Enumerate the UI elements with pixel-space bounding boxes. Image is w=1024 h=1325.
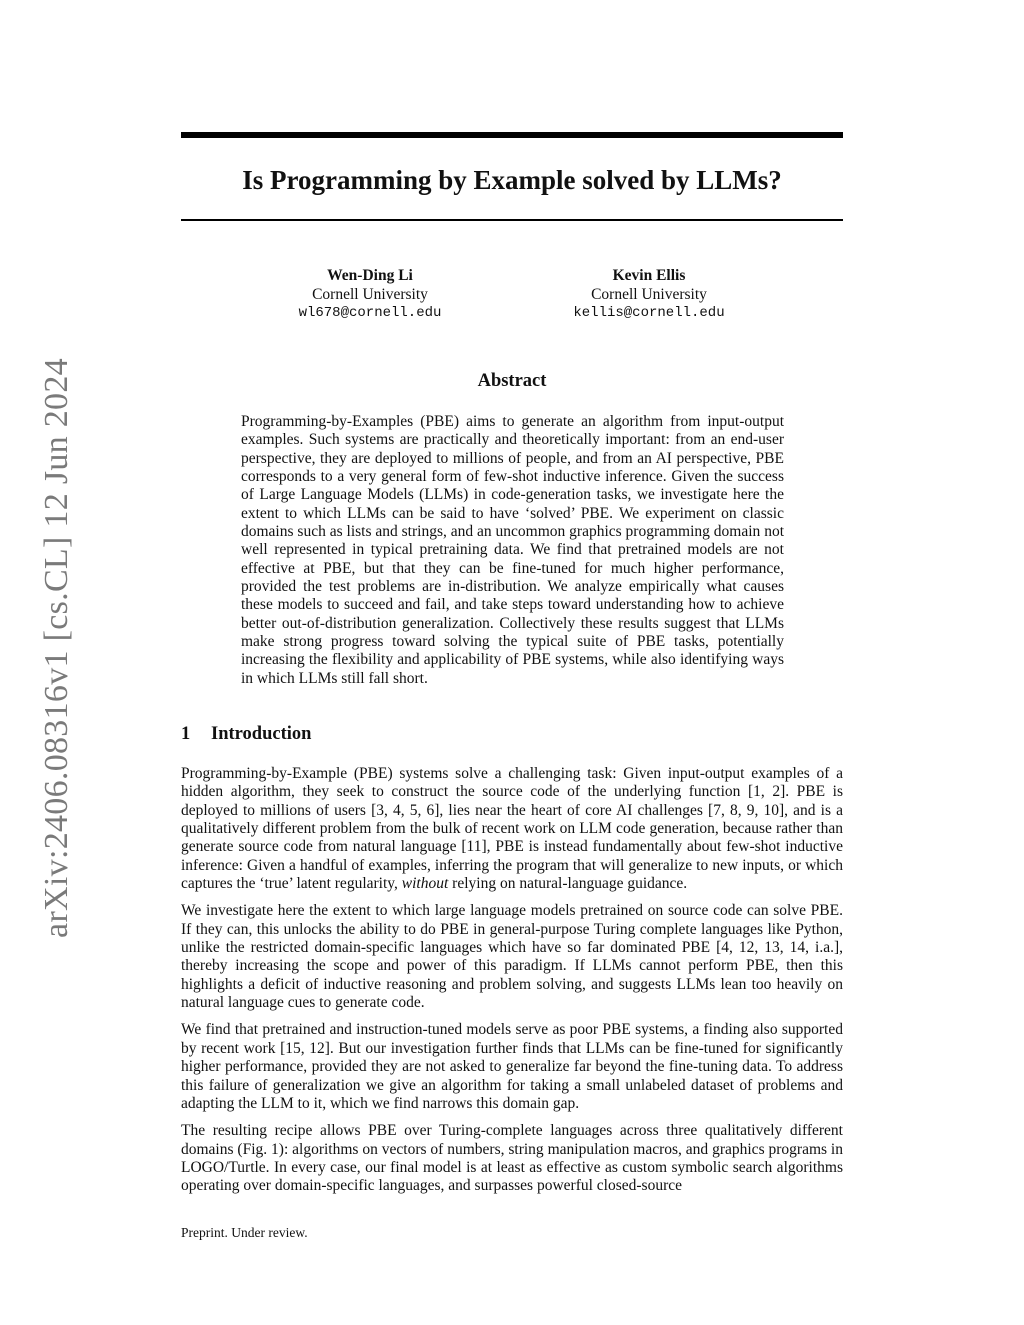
body-paragraph: The resulting recipe allows PBE over Turing-complete languages across three qualitatively different domains (Fig. 1): algorithms on vectors of numbers, string manipulation macros, and graphics programs in LOGO/Turtle. In every case, our final model is at least as effective as custom symbolic search algorithms operating over domain-specific languages, and surpasses powerful closed-source (181, 1122, 843, 1195)
section-title: Introduction (211, 724, 312, 744)
paragraph-text: relying on natural-language guidance. (452, 875, 688, 893)
body-paragraph: We find that pretrained and instruction-tuned models serve as poor PBE systems, a finding also supported by recent work [15, 12]. But our investigation further finds that LLMs can be fine-tuned for significantly higher performance, provided they are not asked to generalize far beyond the fine-tuning data. To address this failure of generalization we give an algorithm for taking a small unlabeled dataset of problems and adapting the LLM to it, which we find narrows this domain gap. (181, 1021, 843, 1112)
author-name: Wen-Ding Li (327, 267, 413, 284)
author-block (549, 267, 749, 323)
title-bottom-rule (181, 219, 843, 221)
body-paragraph (181, 765, 843, 893)
paragraph-text: Programming-by-Example (PBE) systems solve a challenging task: Given input-output examples of a hidden algorithm, they seek to construct the source code of the underlying function [1, 2]. PBE is deployed to millions of users [3, 4, 5, 6], lies near the heart of core AI challenges [7, 8, 9, 10], and is a qualitatively different problem from the bulk of recent work on LLM code generation, because rather than generate source code from natural language [11], PBE is instead fundamentally about few-shot inductive inference: Given a handful of examples, inferring the program that will generalize to new inputs, or which captures the ‘true’ latent regularity, (181, 765, 843, 893)
emphasis-text: without (401, 875, 449, 893)
page-footer: Preprint. Under review. (181, 1225, 308, 1240)
body-paragraph: We investigate here the extent to which large language models pretrained on source code can solve PBE. If they can, this unlocks the ability to do PBE in general-purpose Turing complete languages like Python, unlike the restricted domain-specific languages which have so far dominated PBE [4, 12, 13, 14, i.a.], thereby increasing the scope and power of this paradigm. If LLMs cannot perform PBE, then this highlights a deficit of inductive reasoning and problem solving, and suggests LLMs lean too heavily on natural language cues to generate code. (181, 902, 843, 1012)
section-heading (181, 722, 311, 746)
paper-title: Is Programming by Example solved by LLMs? (242, 165, 782, 195)
author-email: kellis@cornell.edu (573, 305, 725, 321)
introduction-body (181, 765, 843, 1205)
author-name: Kevin Ellis (612, 267, 686, 284)
author-block (270, 267, 470, 323)
author-affiliation: Cornell University (591, 285, 707, 303)
abstract-text: Programming-by-Examples (PBE) aims to generate an algorithm from input-output examples. Such systems are practically and theoretically important: from an end-user perspective, they are deployed to millions of people, and from an AI perspective, PBE corresponds to a very general form of few-shot inductive inference. Given the success of Large Language Models (LLMs) in code-generation tasks, we investigate here the extent to which LLMs can be said to have ‘solved’ PBE. We experiment on classic domains such as lists and strings, and an uncommon graphics programming domain not well represented in typical pretraining data. We find that pretrained models are not effective at PBE, but that they can be fine-tuned for much higher performance, provided the test problems are in-distribution. We analyze empirically what causes these models to succeed and fail, and take steps toward understanding how to achieve better out-of-distribution generalization. Collectively these results suggest that LLMs make strong progress toward solving the typical suite of PBE tasks, potentially increasing the flexibility and applicability of PBE systems, while also identifying ways in which LLMs still fall short. (241, 413, 784, 687)
abstract-heading: Abstract (477, 371, 547, 391)
section-number: 1 (181, 724, 191, 744)
title-top-rule (181, 132, 843, 138)
arxiv-identifier-stamp: arXiv:2406.08316v1 [cs.CL] 12 Jun 2024 (38, 358, 75, 938)
author-affiliation: Cornell University (312, 285, 428, 303)
author-email: wl678@cornell.edu (298, 305, 442, 321)
